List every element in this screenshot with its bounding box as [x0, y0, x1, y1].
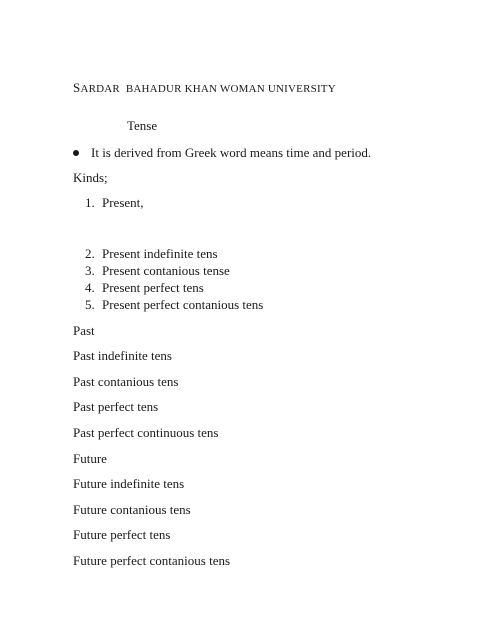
- kinds-label: Kinds;: [73, 170, 108, 185]
- item-text: Present perfect tens: [102, 280, 204, 295]
- item-number: 5.: [85, 297, 95, 312]
- item-number: 2.: [85, 246, 95, 261]
- item-number: 3.: [85, 263, 95, 278]
- bullet-text: It is derived from Greek word means time and period.: [91, 145, 372, 160]
- numbered-item: [85, 195, 144, 211]
- item-number: 4.: [85, 280, 95, 295]
- document-title: Tense: [127, 118, 158, 133]
- text-line: Future contanious tens: [73, 502, 191, 517]
- text-line-past: Past: [73, 323, 95, 338]
- item-text: Present,: [102, 195, 144, 210]
- item-text: Present perfect contanious tens: [102, 297, 264, 312]
- numbered-item: [85, 280, 204, 296]
- heading-remainder: BAHADUR KHAN WOMAN UNIVERSITY: [125, 83, 336, 95]
- numbered-item: [85, 297, 263, 313]
- text-line-future: Future: [73, 451, 107, 466]
- numbered-item: [85, 263, 230, 279]
- item-text: Present indefinite tens: [102, 246, 218, 261]
- heading-initial: S: [73, 80, 81, 95]
- text-line: Future perfect tens: [73, 527, 171, 542]
- university-heading: [73, 80, 336, 97]
- text-line: Future indefinite tens: [73, 476, 185, 491]
- text-line: Past indefinite tens: [73, 348, 172, 363]
- numbered-item: [85, 246, 218, 262]
- bullet-item: [73, 145, 371, 161]
- item-number: 1.: [85, 195, 95, 210]
- text-line: Past perfect continuous tens: [73, 425, 219, 440]
- heading-first-word-rest: ARDAR: [80, 83, 120, 95]
- bullet-icon: [73, 150, 79, 156]
- text-line: Past perfect tens: [73, 399, 159, 414]
- text-line: Past contanious tens: [73, 374, 179, 389]
- item-text: Present contanious tense: [102, 263, 230, 278]
- text-line: Future perfect contanious tens: [73, 553, 231, 568]
